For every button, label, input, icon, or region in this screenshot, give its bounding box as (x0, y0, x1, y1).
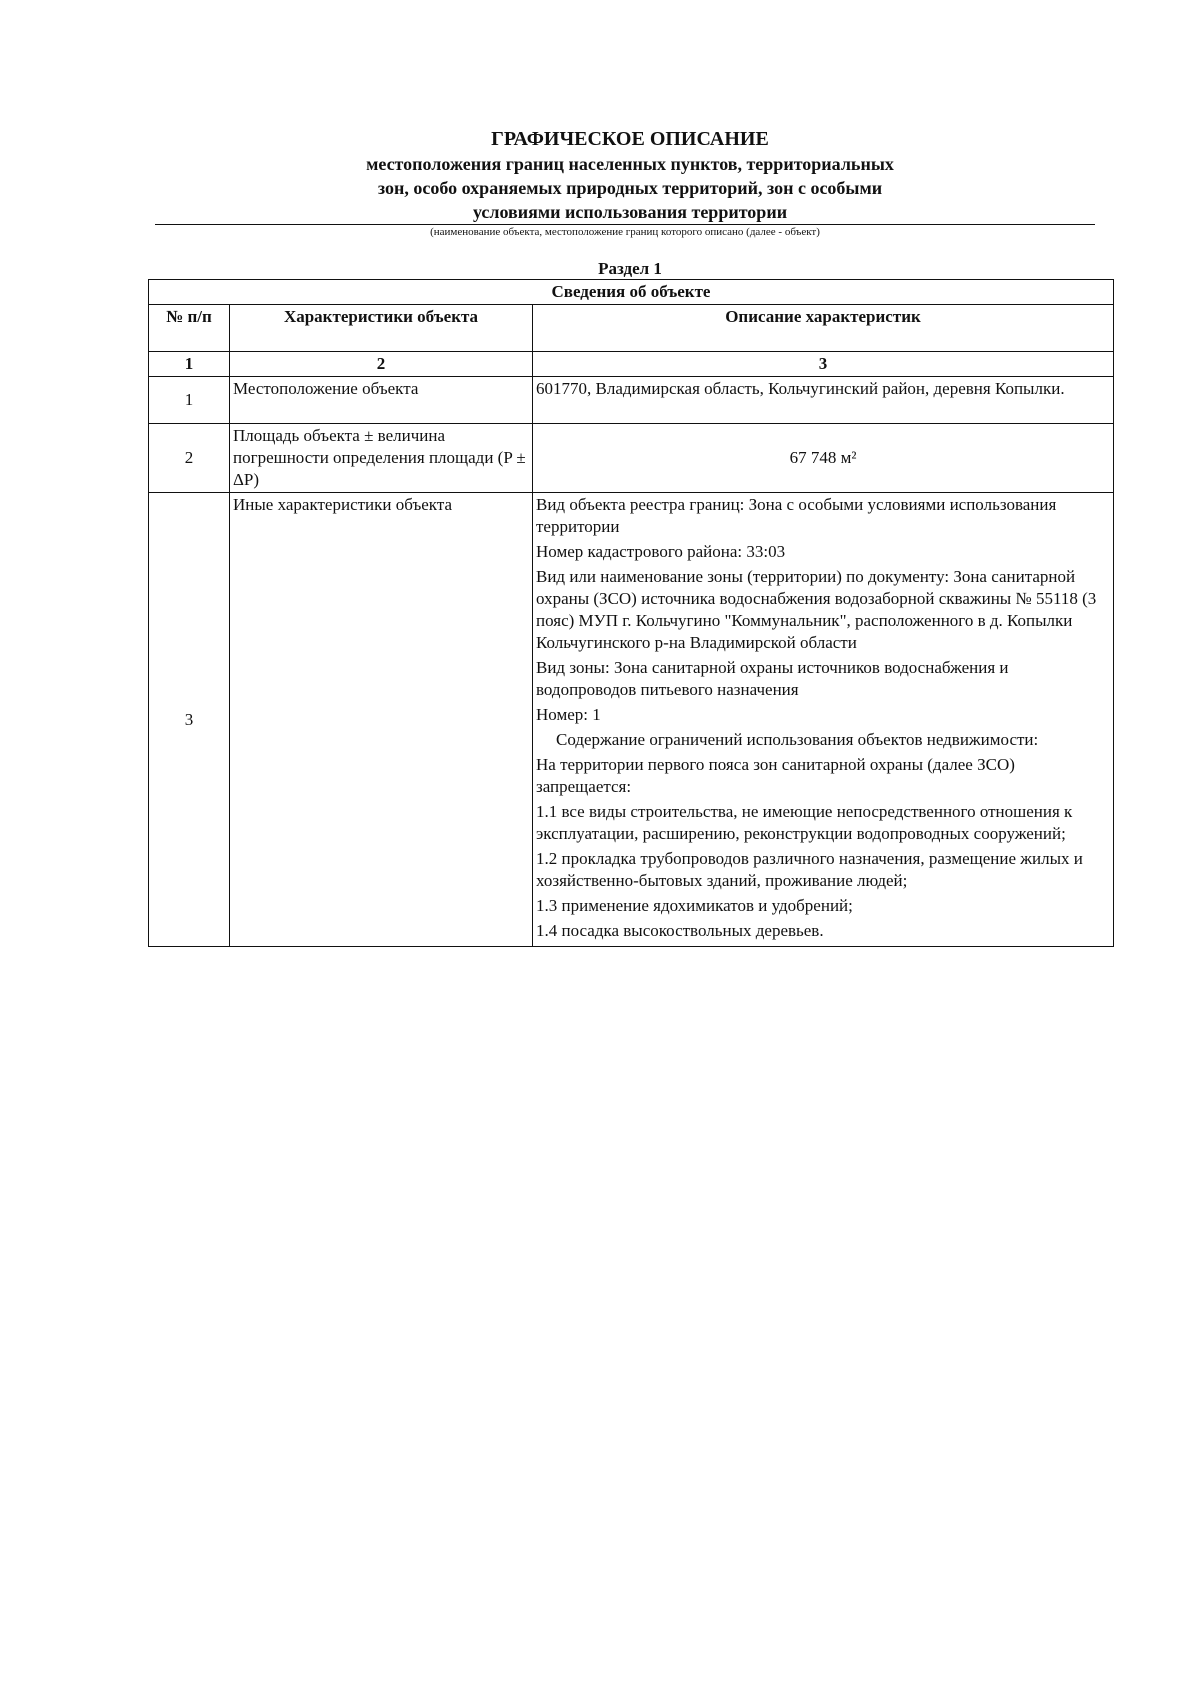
row-description (533, 493, 1114, 947)
table-row (149, 377, 1114, 424)
header-description: Описание характеристик (533, 305, 1114, 352)
subtitle-line: местоположения границ населенных пунктов, территориальных (366, 154, 894, 174)
description-paragraph: Содержание ограничений использования объектов недвижимости: (556, 730, 1039, 749)
column-number: 3 (533, 352, 1114, 377)
table-header-row (149, 305, 1114, 352)
row-number: 2 (149, 424, 230, 493)
title-underline (155, 224, 1095, 225)
row-description: 601770, Владимирская область, Кольчугинский район, деревня Копылки. (533, 377, 1114, 424)
description-paragraph: Вид зоны: Зона санитарной охраны источников водоснабжения и водопроводов питьевого назначения (536, 658, 1009, 699)
description-paragraph: 1.2 прокладка трубопроводов различного назначения, размещение жилых и хозяйственно-бытовых зданий, проживание людей; (536, 849, 1083, 890)
header-characteristics: Характеристики объекта (230, 305, 533, 352)
description-paragraph: Вид объекта реестра границ: Зона с особыми условиями использования территории (536, 495, 1057, 536)
table-row (149, 493, 1114, 947)
document-subtitle (150, 152, 1110, 224)
object-caption: (наименование объекта, местоположение границ которого описано (далее - объект) (430, 226, 820, 238)
description-paragraph: На территории первого пояса зон санитарной охраны (далее ЗСО) запрещается: (536, 755, 1015, 796)
row-characteristic: Местоположение объекта (230, 377, 533, 424)
table-title-row (149, 280, 1114, 305)
description-paragraph: 1.4 посадка высокоствольных деревьев. (536, 921, 824, 940)
description-paragraph: 1.3 применение ядохимикатов и удобрений; (536, 896, 853, 915)
document-title: ГРАФИЧЕСКОЕ ОПИСАНИЕ (491, 128, 769, 150)
section-heading: Раздел 1 (598, 259, 662, 278)
row-number: 3 (149, 493, 230, 947)
object-info-table (148, 279, 1114, 947)
header-number: № п/п (149, 305, 230, 352)
row-number: 1 (149, 377, 230, 424)
column-numbers-row (149, 352, 1114, 377)
description-paragraph: Вид или наименование зоны (территории) по документу: Зона санитарной охраны (ЗСО) источника водоснабжения водозаборной скважины № 55118 (3 пояс) МУП г. Кольчугино "Коммунальник", расположенного в д. Копылки Кольчугинского р-на Владимирской области (536, 567, 1097, 652)
row-characteristic: Иные характеристики объекта (230, 493, 533, 947)
document-header (150, 126, 1110, 224)
table-row (149, 424, 1114, 493)
description-paragraph: 1.1 все виды строительства, не имеющие непосредственного отношения к эксплуатации, расширению, реконструкции водопроводных сооружений; (536, 802, 1073, 843)
subtitle-line: зон, особо охраняемых природных территорий, зон с особыми (377, 178, 883, 198)
table-title: Сведения об объекте (149, 280, 1114, 305)
subtitle-line: условиями использования территории (472, 202, 788, 222)
column-number: 2 (230, 352, 533, 377)
description-paragraph: Номер кадастрового района: 33:03 (536, 542, 786, 561)
column-number: 1 (149, 352, 230, 377)
row-characteristic: Площадь объекта ± величина погрешности определения площади (P ± ΔP) (230, 424, 533, 493)
row-description: 67 748 м² (533, 424, 1114, 493)
description-paragraph: Номер: 1 (536, 705, 601, 724)
